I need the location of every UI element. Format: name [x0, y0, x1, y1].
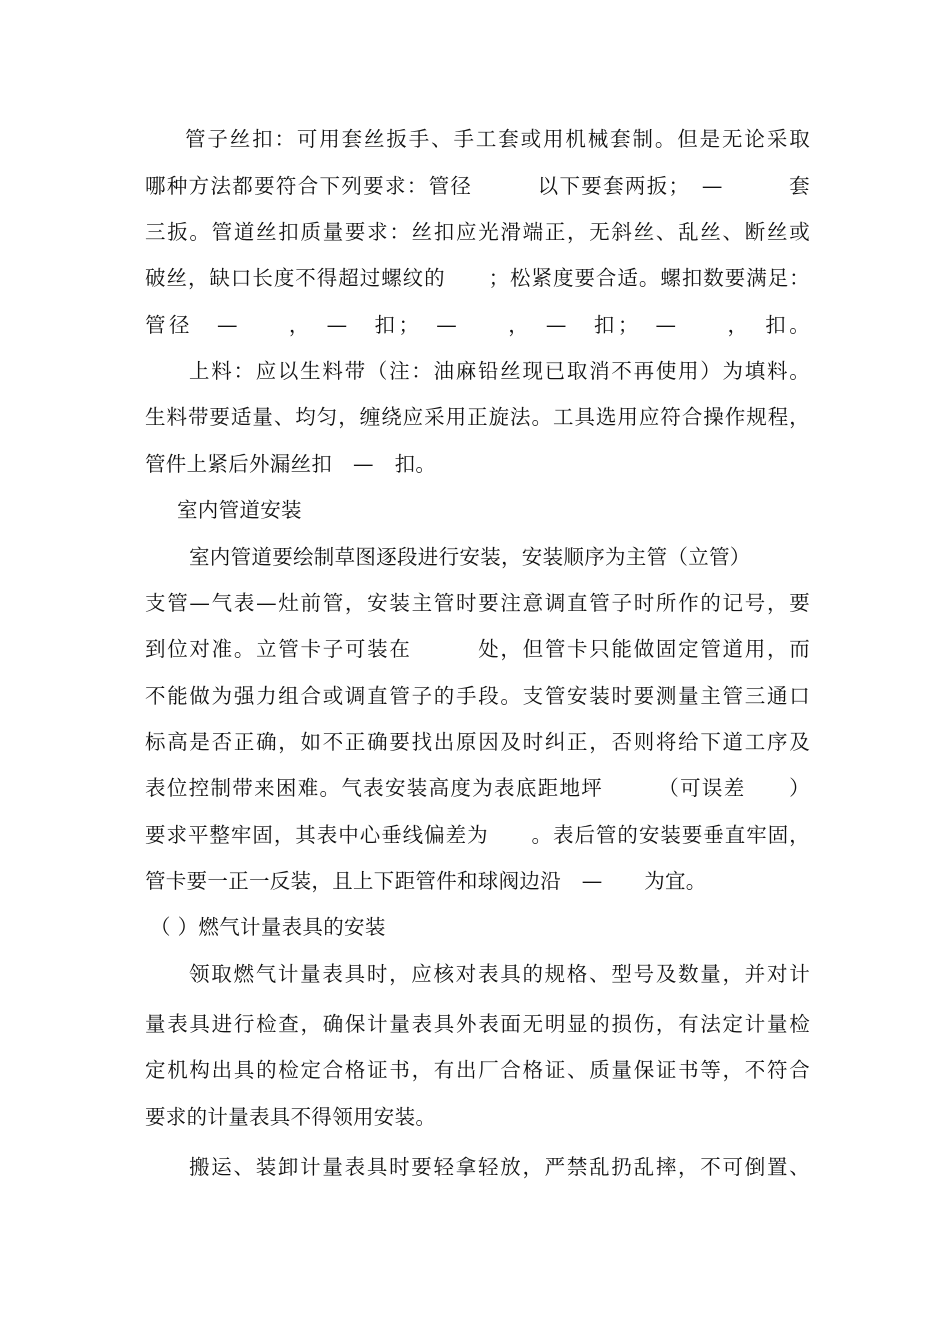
paragraph-line: 要求的计量表具不得领用安装。: [145, 1105, 437, 1129]
paragraph-line: 领取燃气计量表具时，应核对表具的规格、型号及数量，并对计: [189, 962, 810, 986]
paragraph-line: 管卡要一正一反装，且上下距管件和球阀边沿 — 为宜。: [145, 869, 707, 893]
paragraph-line: 管径 — ， — 扣； — ， — 扣； — ， 扣。: [145, 313, 810, 337]
section-heading: （ ）燃气计量表具的安装: [150, 915, 386, 939]
paragraph-line: 定机构出具的检定合格证书，有出厂合格证、质量保证书等，不符合: [145, 1058, 810, 1082]
paragraph-line: 搬运、装卸计量表具时要轻拿轻放，严禁乱扔乱摔，不可倒置、: [189, 1155, 810, 1179]
paragraph-line: 支管—气表—灶前管，安装主管时要注意调直管子时所作的记号，要: [145, 591, 810, 615]
paragraph-line: 哪种方法都要符合下列要求：管径 以下要套两扳； — 套: [145, 174, 810, 198]
paragraph-line: 不能做为强力组合或调直管子的手段。支管安装时要测量主管三通口: [145, 684, 810, 708]
paragraph-line: 管子丝扣：可用套丝扳手、手工套或用机械套制。但是无论采取: [185, 127, 810, 151]
paragraph-line: 标高是否正确，如不正确要找出原因及时纠正，否则将给下道工序及: [145, 730, 810, 754]
section-heading: 室内管道安装: [177, 498, 302, 522]
paragraph-line: 破丝，缺口长度不得超过螺纹的 ；松紧度要合适。螺扣数要满足：: [145, 266, 810, 290]
paragraph-line: 三扳。管道丝扣质量要求：丝扣应光滑端正，无斜丝、乱丝、断丝或: [145, 220, 810, 244]
paragraph-line: 到位对准。立管卡子可装在 处，但管卡只能做固定管道用，而: [145, 637, 810, 661]
paragraph-line: 上料：应以生料带（注：油麻铅丝现已取消不再使用）为填料。: [189, 359, 810, 383]
paragraph-line: 室内管道要绘制草图逐段进行安装，安装顺序为主管（立管）: [189, 545, 751, 569]
paragraph-line: 量表具进行检查，确保计量表具外表面无明显的损伤，有法定计量检: [145, 1012, 810, 1036]
paragraph-line: 管件上紧后外漏丝扣 — 扣。: [145, 452, 437, 476]
paragraph-line: 生料带要适量、均匀，缠绕应采用正旋法。工具选用应符合操作规程，: [145, 405, 810, 429]
paragraph-line: 表位控制带来困难。气表安装高度为表底距地坪 （可误差 ）: [145, 776, 810, 800]
paragraph-line: 要求平整牢固，其表中心垂线偏差为 。表后管的安装要垂直牢固，: [145, 823, 810, 847]
